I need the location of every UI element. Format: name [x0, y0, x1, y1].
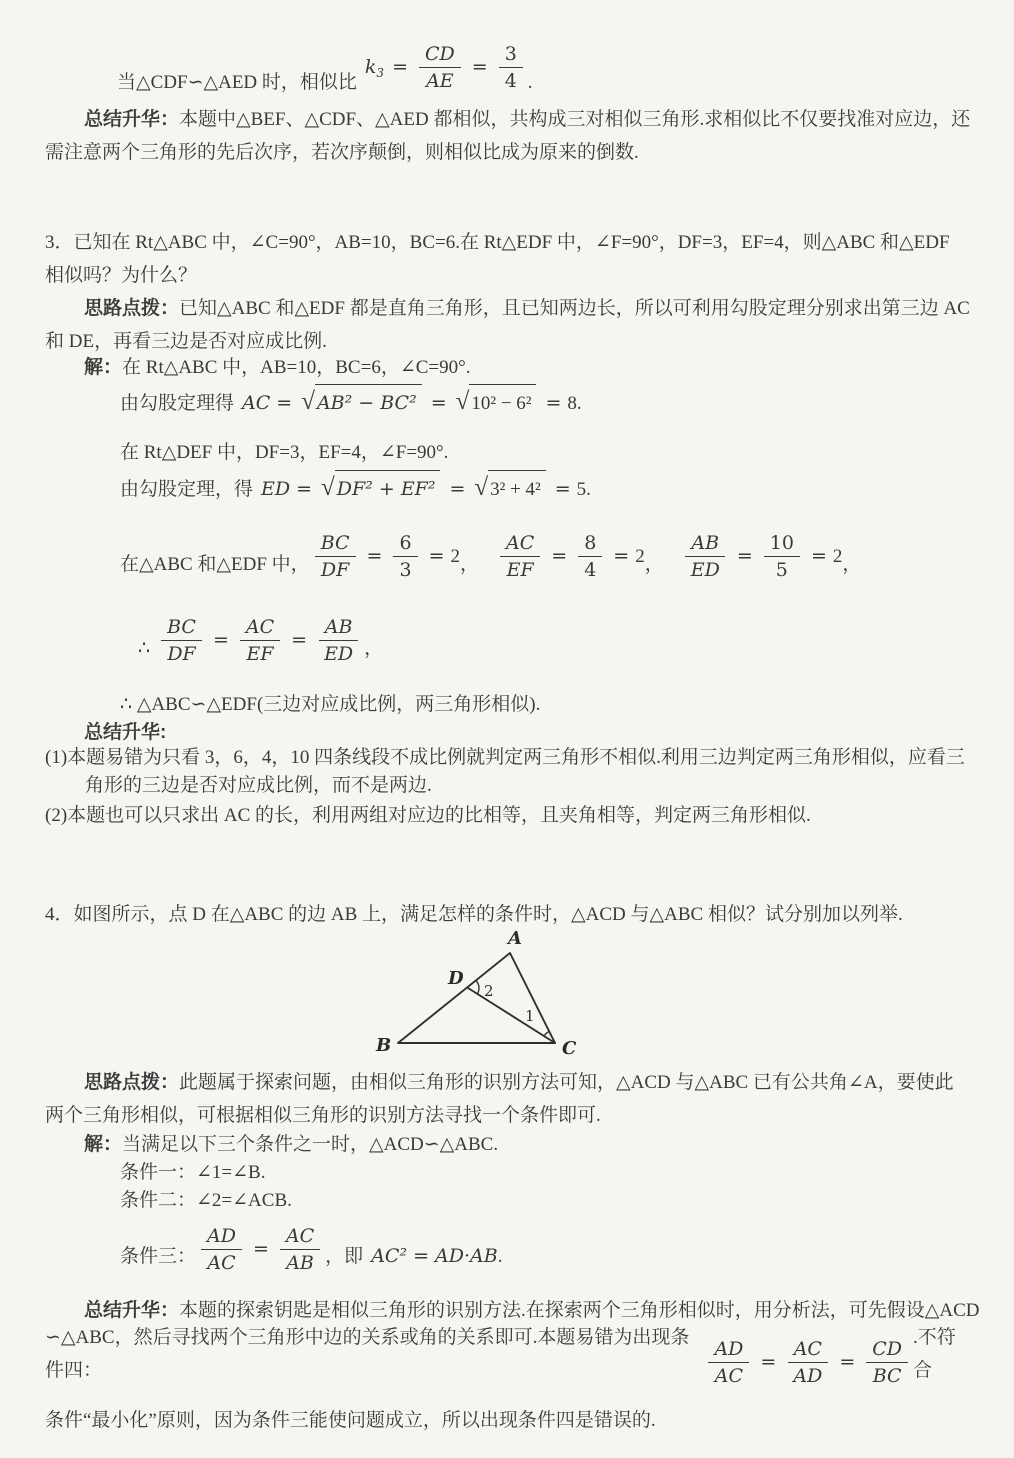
pythagoras-prefix: 由勾股定理得 — [120, 393, 235, 414]
equals-sign: = — [839, 1350, 856, 1373]
fraction-ad-ac: $\frac{AD}{AC}$ — [201, 1225, 242, 1274]
fraction-8-4: $\frac{8}{4}$ — [578, 532, 602, 581]
fraction-bc-df: $\frac{BC}{DF}$ — [161, 616, 202, 665]
period: . — [586, 479, 591, 500]
period: . — [576, 393, 582, 414]
fraction-bc-df: $\frac{BC}{DF}$ — [315, 532, 356, 581]
fraction-3-4: $\frac{3}{4}$ — [499, 43, 523, 92]
radical-sign: √ — [301, 388, 315, 415]
sqrt-ab2-bc2: √ AB² − BC² — [301, 384, 422, 420]
sqrt-df2-ef2: √ DF² + EF² — [321, 470, 440, 506]
hint-label: 思路点拨： — [84, 298, 180, 319]
period: . — [527, 72, 533, 93]
equals-sign: = — [545, 392, 562, 414]
equals-sign: = — [430, 392, 447, 414]
k-symbol: k — [364, 55, 377, 78]
radical-sign: √ — [474, 474, 489, 501]
triangle-abc-outline — [398, 953, 555, 1043]
condition-1-text: 条件一：∠1=∠B. — [120, 1162, 266, 1183]
hint-text: 此题属于探索问题，由相似三角形的识别方法可知，△ACD 与△ABC 已有公共角∠A，要使此两个三角形相似，可根据相似三角形的识别方法寻找一个条件即可. — [45, 1072, 954, 1126]
therefore-symbol: ∴ — [120, 694, 133, 715]
condition-3-equation: AC² = AD·AB — [371, 1245, 498, 1267]
hint-paragraph-4 — [45, 1066, 971, 1132]
summary-label: 总结升华： — [84, 1300, 180, 1321]
ed-symbol: ED — [261, 478, 291, 500]
solution-text: 在 Rt△ABC 中，AB=10，BC=6，∠C=90°. — [122, 357, 471, 378]
ratio-row-label: 在△ABC 和△EDF 中， — [120, 554, 310, 575]
pythagoras-line-1 — [45, 384, 971, 420]
question-4-text: 4．如图所示，点 D 在△ABC 的边 AB 上，满足怎样的条件时，△ACD 与△ABC 相似？试分别加以列举. — [45, 904, 903, 925]
pythagoras-prefix: 由勾股定理，得 — [120, 479, 254, 500]
equals-sign: = — [296, 478, 313, 500]
angle-1-label: 1 — [525, 1007, 535, 1025]
triangle-diagram — [368, 926, 598, 1064]
vertex-label-a: A — [508, 928, 522, 949]
similar-ratio-line — [45, 30, 971, 104]
therefore-proportion-row — [45, 610, 971, 670]
hint-text: 已知△ABC 和△EDF 都是直角三角形，且已知两边长，所以可利用勾股定理分别求出第三边 AC 和 DE，再看三边是否对应成比例. — [45, 298, 970, 352]
note-1 — [45, 744, 971, 800]
fraction-ac-ab: $\frac{AC}{AB}$ — [280, 1225, 320, 1274]
condition-3-row — [45, 1220, 971, 1278]
conclusion-text: △ABC∽△EDF(三边对应成比例，两三角形相似). — [136, 694, 541, 715]
comma: ， — [459, 554, 479, 575]
fraction-10-5: $\frac{10}{5}$ — [764, 532, 800, 581]
equals-sign: = — [212, 628, 229, 651]
fraction-ac-ad: $\frac{AC}{AD}$ — [787, 1338, 828, 1387]
ac-symbol: AC — [242, 392, 271, 414]
question-3 — [45, 226, 971, 292]
condition-3-label: 条件三： — [120, 1246, 197, 1267]
equals-sign: = — [760, 1350, 777, 1373]
fraction-ab-ed: $\frac{AB}{ED}$ — [685, 532, 726, 581]
equals-sign: = — [613, 544, 630, 567]
comma: ， — [644, 554, 664, 575]
summary-4-text-3: 条件“最小化”原则，因为条件三能使问题成立，所以出现条件四是错误的. — [45, 1410, 656, 1431]
condition-4-row — [45, 1327, 971, 1392]
hint-label: 思路点拨： — [84, 1072, 180, 1093]
solution-label: 解： — [84, 357, 123, 378]
comma: ， — [842, 554, 862, 575]
equals-sign: = — [366, 544, 383, 567]
summary-label: 总结升华: — [84, 722, 167, 743]
ratio-value: 2 — [832, 545, 843, 567]
condition-2-text: 条件二：∠2=∠ACB. — [120, 1190, 292, 1211]
equals-sign: = — [471, 55, 488, 78]
solution-label: 解： — [84, 1134, 123, 1155]
note-2 — [45, 802, 971, 830]
rt-def-line — [45, 436, 971, 469]
rt-def-text: 在 Rt△DEF 中，DF=3，EF=4，∠F=90°. — [120, 442, 449, 463]
summary-paragraph-4-line3 — [45, 1404, 971, 1437]
equals-sign: = — [736, 544, 753, 567]
summary-4-text-1: 本题的探索钥匙是相似三角形的识别方法.在探索两个三角形相似时，用分析法，可先假设△ACD — [179, 1300, 980, 1321]
hint-paragraph-3 — [45, 292, 971, 358]
fraction-ab-ed: $\frac{AB}{ED}$ — [318, 616, 359, 665]
equals-sign: = — [291, 628, 308, 651]
equals-sign: = — [276, 392, 293, 414]
ratio-value: 2 — [635, 545, 645, 567]
question-3-text: 3．已知在 Rt△ABC 中，∠C=90°，AB=10，BC=6.在 Rt△EDF 中，∠F=90°，DF=3，EF=4，则△ABC 和△EDF 相似吗？为什么？ — [45, 232, 950, 286]
equals-sign: = — [428, 544, 445, 567]
vertex-label-d: D — [448, 968, 464, 989]
fraction-cd-ae: $\frac{CD}{AE}$ — [419, 43, 461, 92]
condition-2 — [45, 1184, 971, 1217]
summary-4-text-2: ∽△ABC，然后寻找两个三角形中边的关系或角的关系即可.本题易错为出现条件四： — [45, 1327, 690, 1381]
value-8: 8 — [567, 393, 577, 414]
period: . — [497, 1246, 503, 1267]
angle-2-label: 2 — [484, 982, 494, 1000]
equals-sign: = — [449, 478, 466, 500]
condition-3-mid: ，即 — [325, 1246, 364, 1267]
pythagoras-line-2 — [45, 470, 971, 506]
ratio-comparison-row — [45, 526, 971, 586]
equals-sign: = — [252, 1237, 269, 1260]
solution-text: 当满足以下三个条件之一时，△ACD∽△ABC. — [122, 1134, 499, 1155]
summary-paragraph-2 — [45, 103, 971, 169]
therefore-symbol: ∴ — [138, 638, 151, 659]
note-1-text: (1)本题易错为只看 3，6，4，10 四条线段不成比例就判定两三角形不相似.利用三边判定两三角形相似，应看三角形的三边是否对应成比例，而不是两边. — [45, 747, 965, 796]
sqrt-102-62: √ 10² − 6² — [456, 384, 537, 420]
vertex-label-c: C — [562, 1038, 577, 1059]
fraction-ac-ef: $\frac{AC}{EF}$ — [500, 532, 540, 581]
summary-text: 本题中△BEF、△CDF、△AED 都相似，共构成三对相似三角形.求相似比不仅要找准对应边，还需注意两个三角形的先后次序，若次序颠倒，则相似比成为原来的倒数. — [45, 109, 971, 163]
value-5: 5 — [576, 479, 587, 500]
equals-sign: = — [810, 544, 827, 567]
solution-line-3 — [45, 351, 971, 384]
k-subscript: 3 — [376, 66, 385, 80]
fraction-ac-ef: $\frac{AC}{EF}$ — [240, 616, 280, 665]
fraction-6-3: $\frac{6}{3}$ — [393, 532, 417, 581]
fraction-ad-ac: $\frac{AD}{AC}$ — [708, 1338, 749, 1387]
equals-sign: = — [392, 55, 408, 78]
vertex-label-b: B — [376, 1035, 392, 1056]
fraction-cd-bc: $\frac{CD}{BC}$ — [866, 1338, 908, 1387]
note-2-text: (2)本题也可以只求出 AC 的长，利用两组对应边的比相等，且夹角相等，判定两三角形相似. — [45, 805, 811, 826]
condition-4-suffix: .不符合 — [913, 1327, 956, 1381]
summary-label: 总结升华： — [84, 109, 180, 130]
sqrt-32-42: √ 3² + 4² — [474, 470, 545, 506]
ratio-value: 2 — [450, 545, 460, 567]
equals-sign: = — [551, 544, 568, 567]
angle-arc-c — [544, 1031, 549, 1036]
equals-sign: = — [554, 478, 571, 500]
radical-sign: √ — [321, 474, 335, 501]
radical-sign: √ — [455, 388, 470, 415]
comma: ， — [364, 638, 384, 659]
ratio-line-text: 当△CDF∽△AED 时，相似比 — [117, 72, 357, 93]
angle-arc-d — [476, 981, 479, 994]
